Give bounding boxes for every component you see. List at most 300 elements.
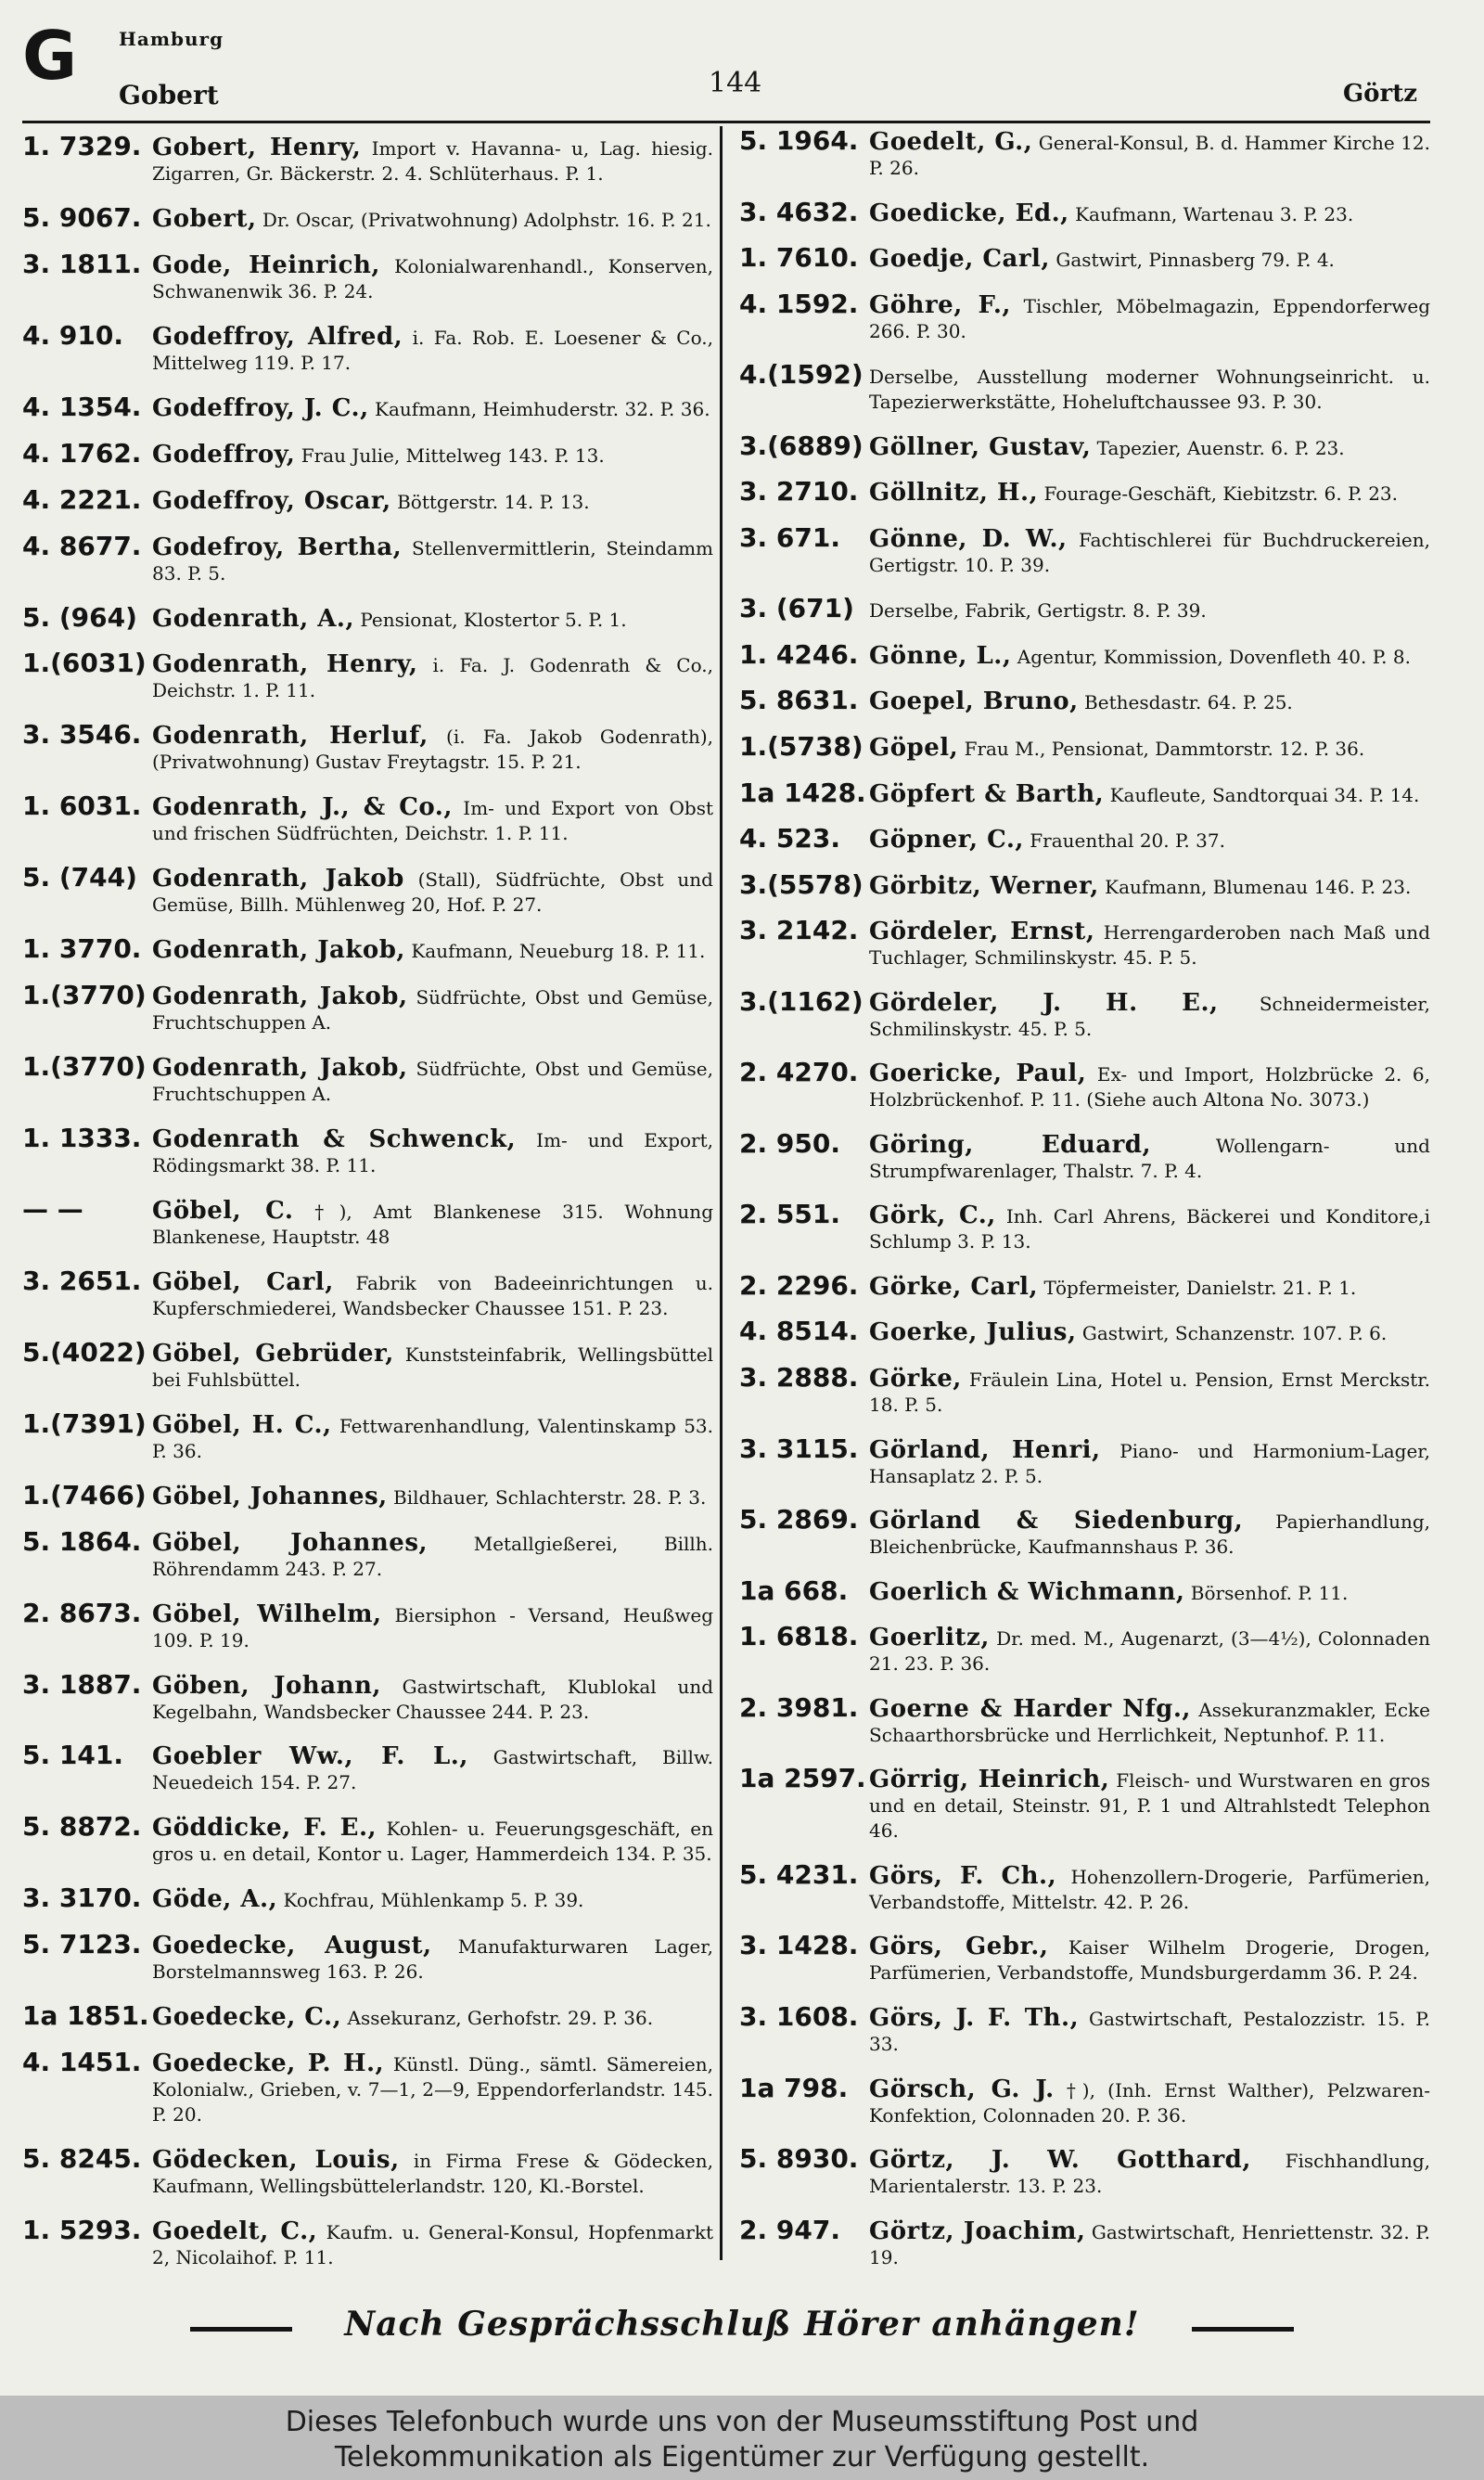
entry-body (152, 1056, 713, 1107)
entry-details: Wollengarn- und Strumpfwarenlager, Thalstr. 7. P. 4. (869, 1134, 1430, 1182)
subscriber-name: Godeffroy, (152, 440, 296, 469)
left-column (22, 122, 713, 2270)
entry-details: Tischler, Möbelmagazin, Eppendorferweg 266. P. 30. (869, 294, 1430, 342)
entry-details: Papierhandlung, Bleichenbrücke, Kaufmannshaus P. 36. (869, 1510, 1430, 1559)
entry-details: Gastwirtschaft, Pestalozzistr. 15. P. 33. (869, 2007, 1430, 2055)
subscriber-name: Goedecke, P. H., (152, 2050, 385, 2078)
entry-body (869, 779, 1430, 808)
listing-entry (739, 1362, 1431, 1418)
entry-body (152, 1602, 713, 1653)
entry-details: Ex- und Import, Holzbrücke 2. 6, Holzbrückenhof. P. 11. (Siehe auch Altona No. 3073.) (869, 1063, 1431, 1112)
phone-number: 5. (964) (22, 601, 137, 633)
phone-number: 3. 2710. (739, 476, 859, 508)
subscriber-name: Godenrath, J., & Co., (152, 793, 453, 822)
phone-number: 1a 1428. (739, 777, 866, 808)
phone-number: 1a 2597. (739, 1763, 866, 1794)
listing-entry (739, 1318, 1430, 1346)
listing-entry (22, 201, 713, 233)
listing-entry (22, 2000, 713, 2032)
phone-number: 4. 910. (22, 319, 123, 351)
phone-number: 2. 950. (739, 1127, 840, 1159)
listing-entry (739, 1930, 1431, 1985)
section-letter: G (22, 17, 78, 95)
subscriber-name: Görland, Henri, (869, 1435, 1101, 1464)
entry-details: Gastwirtschaft, Billw. Neuedeich 154. P. 27. (152, 1746, 714, 1794)
entry-details: Fleisch- und Wurstwaren en gros und en detail, Steinstr. 91, P. 1 und Altrahlstedt Telephon 46. (869, 1769, 1431, 1843)
subscriber-name: Göring, Eduard, (869, 1130, 1151, 1159)
listing-entry (22, 1882, 713, 1914)
subscriber-name: Godenrath, Herluf, (152, 722, 429, 751)
entry-body (152, 867, 713, 918)
listing-entry (739, 638, 1430, 670)
subscriber-name: Göbel, Wilhelm, (152, 1600, 382, 1628)
phone-number: 4. 1451. (22, 2047, 142, 2078)
entry-body (152, 135, 713, 186)
phone-number: — — (22, 1193, 83, 1225)
subscriber-name: Godenrath, Henry, (152, 650, 418, 679)
entry-details: Metallgießerei, Billh. Röhrendamm 243. P. 27. (152, 1532, 714, 1580)
phone-number: 5. 8872. (22, 1811, 142, 1843)
entry-body (152, 938, 713, 964)
subscriber-name: Godeffroy, J. C., (152, 393, 369, 422)
entry-body (869, 1320, 1430, 1346)
entry-details: Piano- und Harmonium-Lager, Hansaplatz 2. P. 5. (869, 1439, 1431, 1487)
phone-number: 5.(4022) (22, 1336, 147, 1368)
subscriber-name: Göddicke, F. E., (152, 1814, 377, 1843)
subscriber-name: Gönne, D. W., (869, 524, 1068, 553)
entry-details: Gastwirt, Pinnasberg 79. P. 4. (1055, 249, 1335, 272)
listing-entry (22, 131, 713, 186)
listing-entry (22, 391, 713, 422)
listing-entry (739, 125, 1430, 181)
phone-number: 1. 6031. (22, 790, 142, 822)
phone-number: 4. 8677. (22, 530, 142, 561)
listing-entry (22, 1525, 714, 1582)
phone-number: 2. 947. (739, 2214, 840, 2245)
listing-entry (739, 1269, 1430, 1301)
subscriber-name: Göde, A., (152, 1885, 278, 1914)
phone-number: 1a 668. (739, 1574, 849, 1606)
subscriber-name: Goedecke, C., (152, 2003, 342, 2032)
subscriber-name: Goerlitz, (869, 1624, 990, 1652)
subscriber-name: Goerne & Harder Nfg., (869, 1694, 1191, 1723)
phone-number: 1.(7466) (22, 1479, 147, 1510)
entry-body (869, 736, 1430, 762)
phone-number: 1.(7391) (22, 1407, 147, 1439)
phone-number: 2. 551. (739, 1199, 840, 1230)
entry-body (869, 641, 1430, 670)
entry-details: Pensionat, Klostertor 5. P. 1. (360, 608, 627, 631)
phone-number: 3. (671) (739, 593, 854, 624)
phone-number: 2. 3981. (739, 1691, 859, 1723)
subscriber-name: Goebler Ww., F. L., (152, 1742, 468, 1771)
entry-body (869, 2077, 1430, 2128)
phone-number: 2. 2296. (739, 1269, 859, 1301)
entry-body (869, 1577, 1430, 1606)
subscriber-name: Göllner, Gustav, (869, 432, 1092, 461)
entry-body (869, 1625, 1430, 1677)
subscriber-name: Gördeler, Ernst, (869, 918, 1095, 946)
entry-body (869, 1435, 1431, 1489)
phone-number: 5. 9067. (22, 201, 142, 233)
entry-body (152, 2051, 713, 2127)
listing-entry (739, 687, 1430, 715)
entry-details: Derselbe, Ausstellung moderner Wohnungseinricht. u. Tapezierwerkstätte, Hoheluftchaussee 93. P. 30. (869, 366, 1430, 414)
listing-entry (739, 2214, 1430, 2270)
page-header (22, 19, 1417, 111)
subscriber-name: Gobert, (152, 204, 257, 233)
listing-entry (22, 790, 713, 846)
phone-number: 4. 1592. (739, 288, 859, 319)
subscriber-name: Göbel, Carl, (152, 1267, 334, 1296)
subscriber-name: Göben, Johann, (152, 1671, 381, 1700)
subscriber-name: Göpner, C., (869, 826, 1024, 855)
listing-entry (22, 1929, 713, 1985)
listing-entry (739, 868, 1430, 900)
phone-number: 1.(3770) (22, 1051, 147, 1083)
phone-number: 3. 3115. (739, 1433, 859, 1464)
entry-details: Inh. Carl Ahrens, Bäckerei und Konditore,i Schlump 3. P. 13. (869, 1205, 1431, 1253)
entry-body (869, 919, 1430, 970)
listing-entry (739, 823, 1430, 855)
subscriber-name: Gobert, Henry, (152, 134, 362, 161)
header-city: Hamburg (119, 28, 224, 50)
subscriber-name: Goedecke, August, (152, 1932, 432, 1960)
entry-body (869, 432, 1430, 461)
listing-entry (22, 1125, 713, 1178)
listing-entry (22, 1811, 714, 1867)
page-number: 144 (709, 67, 762, 99)
entry-details: Fettwarenhandlung, Valentinskamp 53. P. 36. (152, 1414, 714, 1462)
subscriber-name: Godeffroy, Alfred, (152, 322, 403, 351)
entry-body (152, 1671, 714, 1725)
entry-details: Stellenvermittlerin, Steindamm 83. P. 5. (152, 536, 713, 585)
listing-entry (22, 1479, 713, 1510)
entry-details: Derselbe, Fabrik, Gertigstr. 8. P. 39. (869, 599, 1207, 623)
listing-entry (739, 359, 1430, 415)
entry-details: Kaufmann, Heimhuderstr. 32. P. 36. (375, 397, 710, 420)
entry-details: Fachtischlerei für Buchdruckereien, Gertigstr. 10. P. 39. (869, 528, 1430, 576)
listing-entry (739, 196, 1430, 227)
entry-body (152, 2005, 713, 2031)
phone-number: 1a 1851. (22, 2000, 149, 2032)
subscriber-name: Goericke, Paul, (869, 1060, 1087, 1088)
phone-number: 5. 8245. (22, 2143, 142, 2175)
entry-details: General-Konsul, B. d. Hammer Kirche 12. P. 26. (869, 132, 1430, 179)
listing-entry (739, 1057, 1431, 1112)
entry-body (152, 604, 713, 633)
entry-body (869, 2003, 1430, 2057)
listing-entry (739, 2000, 1430, 2057)
listing-entry (739, 521, 1430, 578)
subscriber-name: Godenrath, Jakob (152, 865, 404, 893)
phone-number: 3. 4632. (739, 196, 859, 227)
phone-number: 3. 1811. (22, 248, 142, 279)
entry-body (869, 1203, 1430, 1254)
entry-body (869, 689, 1430, 715)
entry-details: Frau M., Pensionat, Dammtorstr. 12. P. 36. (964, 738, 1365, 761)
subscriber-name: Goedje, Carl, (869, 245, 1050, 274)
subscriber-name: Görk, C., (869, 1201, 996, 1230)
entry-details: Assekuranzmakler, Ecke Schaarthorsbrücke und Herrlichkeit, Neptunhof. P. 11. (869, 1698, 1431, 1746)
phone-number: 3. 3170. (22, 1882, 142, 1914)
entry-body (152, 652, 713, 703)
subscriber-name: Goerlich & Wichmann, (869, 1577, 1185, 1606)
entry-body (152, 795, 713, 846)
phone-number: 3. 1608. (739, 2000, 859, 2032)
phone-number: 3. 2888. (739, 1362, 859, 1394)
phone-number: 4. 8514. (739, 1316, 859, 1347)
entry-body (869, 130, 1430, 181)
listing-entry (22, 1051, 714, 1107)
entry-details: Böttgerstr. 14. P. 13. (397, 490, 590, 513)
entry-details: Gastwirt, Schanzenstr. 107. P. 6. (1081, 1322, 1388, 1345)
phone-number: 2. 8673. (22, 1597, 142, 1628)
listing-entry (739, 430, 1430, 461)
phone-number: 3. 1428. (739, 1930, 859, 1961)
listing-entry (22, 601, 713, 633)
phone-number: 5. 141. (22, 1740, 123, 1771)
phone-number: 1. 3770. (22, 933, 142, 965)
entry-body (152, 724, 713, 775)
listing-entry (739, 2072, 1431, 2128)
subscriber-name: Godenrath, Jakob, (152, 983, 408, 1011)
listing-entry (22, 2217, 713, 2270)
entry-body (869, 2219, 1430, 2270)
phone-number: 3.(1162) (739, 985, 864, 1017)
entry-details: Kolonialwarenhandl., Konserven, Schwanenwik 36. P. 24. (152, 254, 713, 302)
subscriber-name: Görs, J. F. Th., (869, 2003, 1080, 2032)
footer-notice: Nach Gesprächsschluß Hörer anhängen! (344, 2305, 1140, 2344)
listing-entry (739, 1763, 1431, 1844)
subscriber-name: Göbel, Gebrüder, (152, 1339, 394, 1368)
phone-number: 4.(1592) (739, 359, 864, 391)
entry-details: Bethesdastr. 64. P. 25. (1084, 691, 1293, 714)
listing-entry (22, 1265, 713, 1321)
subscriber-name: Göpel, (869, 734, 959, 763)
entry-details: †), (Inh. Ernst Walther), Pelzwaren- Konfektion, Colonnaden 20. P. 36. (869, 2078, 1431, 2127)
phone-number: 5. 1964. (739, 125, 859, 156)
entry-body (152, 1127, 713, 1178)
entry-details: Töpfermeister, Danielstr. 21. P. 1. (1043, 1276, 1357, 1299)
entry-details: Assekuranz, Gerhofstr. 29. P. 36. (347, 2007, 654, 2030)
listing-entry (739, 1691, 1431, 1748)
subscriber-name: Görbitz, Werner, (869, 871, 1099, 900)
listing-entry (22, 1193, 713, 1250)
subscriber-name: Görrig, Heinrich, (869, 1766, 1110, 1794)
listing-entry (739, 777, 1430, 808)
subscriber-name: Godenrath, A., (152, 604, 355, 633)
phone-number: 4. 1354. (22, 391, 142, 422)
entry-details: Frau Julie, Mittelweg 143. P. 13. (301, 443, 605, 467)
subscriber-name: Görs, Gebr., (869, 1933, 1049, 1961)
entry-body (152, 1484, 713, 1510)
subscriber-name: Godefroy, Bertha, (152, 533, 403, 561)
listing-entry (22, 319, 714, 376)
phone-number: 1a 798. (739, 2072, 849, 2103)
entry-details: Südfrüchte, Obst und Gemüse, Fruchtschuppen A. (152, 1058, 714, 1106)
phone-number: 5. 2869. (739, 1504, 859, 1536)
entry-body (869, 1061, 1430, 1112)
entry-details: i. Fa. J. Godenrath & Co., Deichstr. 1. P. 11. (152, 654, 713, 702)
footer-rule-right (1192, 2327, 1294, 2332)
subscriber-name: Göhre, F., (869, 290, 1011, 319)
entry-body (152, 1934, 713, 1985)
phone-number: 1. 5293. (22, 2215, 142, 2245)
entry-details: Kaufm. u. General-Konsul, Hopfenmarkt 2, Nicolaihof. P. 11. (152, 2221, 713, 2268)
entry-details: Hohenzollern-Drogerie, Parfümerien, Verbandstoffe, Mittelstr. 42. P. 26. (869, 1865, 1430, 1913)
entry-body (152, 1816, 713, 1867)
entry-details: Fräulein Lina, Hotel u. Pension, Ernst Merckstr. 18. P. 5. (869, 1368, 1431, 1417)
entry-details: Bildhauer, Schlachterstr. 28. P. 3. (393, 1485, 707, 1509)
listing-entry (739, 915, 1430, 970)
entry-body (869, 598, 1430, 623)
entry-body (152, 486, 713, 515)
entry-body (152, 440, 713, 469)
entry-body (152, 322, 714, 376)
entry-body (152, 2148, 713, 2199)
entry-body (869, 1509, 1430, 1560)
phone-number: 3. 1887. (22, 1668, 142, 1700)
entry-body (152, 1528, 714, 1582)
phone-number: 3. 2142. (739, 915, 859, 946)
listing-entry (22, 530, 713, 586)
entry-details: Schneidermeister, Schmilinskystr. 45. P. 5. (869, 992, 1431, 1040)
listing-entry (739, 1504, 1430, 1560)
entry-body (869, 201, 1430, 227)
entry-details: Manufakturwaren Lager, Borstelmannsweg 163. P. 26. (152, 1935, 713, 1984)
phone-number: 5. 8930. (739, 2143, 859, 2175)
subscriber-name: Gördeler, J. H. E., (869, 988, 1219, 1017)
subscriber-name: Gode, Heinrich, (152, 251, 380, 279)
subscriber-name: Godeffroy, Oscar, (152, 486, 391, 515)
subscriber-name: Görsch, G. J. (869, 2075, 1055, 2103)
phone-number: 1. 7329. (22, 131, 142, 161)
entry-details: Künstl. Düng., sämtl. Sämereien, Kolonialw., Grieben, v. 7—1, 2—9, Eppendorferlandstr. 145. P. 20. (152, 2053, 713, 2127)
entry-details: Biersiphon - Versand, Heußweg 109. P. 19. (152, 1603, 714, 1651)
subscriber-name: Görtz, J. W. Gotthard, (869, 2146, 1251, 2175)
right-column (739, 122, 1430, 2270)
subscriber-name: Goepel, Bruno, (869, 687, 1079, 716)
entry-details: Herrengarderoben nach Maß und Tuchlager, Schmilinskystr. 45. P. 5. (869, 921, 1430, 970)
phone-number: 3. 671. (739, 521, 840, 553)
entry-body (869, 1861, 1430, 1915)
listing-entry (22, 980, 714, 1035)
listing-entry (22, 1336, 714, 1393)
credit-line-1: Dieses Telefonbuch wurde uns von der Museumsstiftung Post und (285, 2406, 1199, 2438)
listing-entry (22, 1668, 714, 1725)
listing-entry (22, 2047, 713, 2127)
phone-number: 1. 6818. (739, 1621, 859, 1652)
listing-entry (739, 242, 1430, 274)
subscriber-name: Göllnitz, H., (869, 479, 1039, 508)
entry-details: (i. Fa. Jakob Godenrath), (Privatwohnung) Gustav Freytagstr. 15. P. 21. (152, 726, 713, 774)
credit-banner (0, 2396, 1484, 2480)
listing-entry (739, 476, 1430, 508)
phone-number: 1. 7610. (739, 242, 859, 274)
header-first-name: Gobert (119, 80, 219, 110)
entry-details: in Firma Frese & Gödecken, Kaufmann, Wellingsbüttelerlandstr. 120, Kl.-Borstel. (152, 2150, 713, 2198)
subscriber-name: Goedelt, G., (869, 128, 1033, 156)
phone-number: 1. 1333. (22, 1123, 142, 1153)
entry-body (869, 828, 1430, 854)
subscriber-name: Görke, Carl, (869, 1272, 1039, 1301)
column-divider (720, 126, 723, 2260)
entry-details: Kochfrau, Mühlenkamp 5. P. 39. (283, 1889, 584, 1912)
subscriber-name: Godenrath, Jakob, (152, 1054, 408, 1083)
entry-details: Kaufmann, Blumenau 146. P. 23. (1105, 875, 1412, 898)
entry-body (152, 2219, 713, 2270)
entry-body (152, 253, 713, 304)
entry-body (152, 1887, 713, 1913)
entry-body (869, 1367, 1430, 1418)
entry-body (869, 1694, 1431, 1748)
subscriber-name: Göbel, H. C., (152, 1410, 332, 1439)
entry-body (152, 1267, 713, 1321)
phone-number: 5. 7123. (22, 1929, 142, 1960)
listing-entry (22, 437, 713, 469)
phone-number: 3.(5578) (739, 868, 864, 900)
entry-body (152, 984, 713, 1035)
entry-details: Dr. med. M., Augenarzt, (3—4½), Colonnaden 21. 23. P. 36. (869, 1627, 1430, 1676)
entry-details: Dr. Oscar, (Privatwohnung) Adolphstr. 16. P. 21. (262, 208, 711, 231)
listing-entry (22, 719, 713, 775)
entry-details: Kohlen- u. Feuerungsgeschäft, en gros u. en detail, Kontor u. Lager, Hammerdeich 134. P. 35. (152, 1818, 714, 1866)
entry-body (869, 1272, 1430, 1301)
entry-body (152, 393, 713, 422)
entry-details: Kaufleute, Sandtorquai 34. P. 14. (1109, 783, 1420, 806)
entry-details: (Stall), Südfrüchte, Obst und Gemüse, Billh. Mühlenweg 20, Hof. P. 27. (152, 868, 713, 917)
entry-body (869, 1934, 1430, 1985)
phone-number: 1. 4246. (739, 638, 859, 670)
entry-details: Kaufmann, Neueburg 18. P. 11. (411, 940, 706, 963)
phone-number: 5. 1864. (22, 1525, 142, 1557)
entry-details: i. Fa. Rob. E. Loesener & Co., Mittelweg 119. P. 17. (152, 326, 714, 374)
entry-details: Import v. Havanna- u, Lag. hiesig. Zigarren, Gr. Bäckerstr. 2. 4. Schlüterhaus. P. 1. (152, 137, 713, 185)
subscriber-name: Godenrath & Schwenck, (152, 1125, 517, 1153)
entry-body (869, 2148, 1430, 2199)
phone-number: 5. 8631. (739, 685, 859, 716)
listing-entry (739, 288, 1430, 344)
listing-entry (22, 933, 713, 965)
listing-entry (22, 862, 713, 918)
entry-details: Tapezier, Auenstr. 6. P. 23. (1096, 436, 1345, 459)
entry-body (869, 481, 1430, 507)
listing-entry (22, 248, 713, 304)
entry-details: Im- und Export von Obst und frischen Südfrüchten, Deichstr. 1. P. 11. (152, 797, 713, 845)
subscriber-name: Gönne, L., (869, 641, 1012, 670)
phone-number: 3. 3546. (22, 719, 142, 751)
listing-entry (22, 650, 713, 703)
subscriber-name: Goerke, Julius, (869, 1318, 1077, 1347)
credit-line-2: Telekommunikation als Eigentümer zur Verfügung gestellt. (334, 2441, 1150, 2474)
phone-number: 2. 4270. (739, 1057, 859, 1088)
entry-body (152, 204, 713, 233)
entry-body (152, 1339, 714, 1393)
phone-number: 1.(5738) (739, 731, 864, 763)
listing-entry (22, 1407, 714, 1464)
entry-body (152, 1196, 713, 1250)
entry-body (152, 1410, 714, 1464)
entry-details: Frauenthal 20. P. 37. (1030, 829, 1225, 853)
entry-details: Gastwirtschaft, Henriettenstr. 32. P. 19. (869, 2220, 1430, 2268)
entry-details: Agentur, Kommission, Dovenfleth 40. P. 8. (1017, 645, 1411, 668)
phone-number: 4. 523. (739, 823, 840, 855)
entry-body (869, 1130, 1430, 1184)
entry-body (869, 1767, 1430, 1844)
phone-number: 1.(6031) (22, 648, 147, 679)
subscriber-name: Göbel, Johannes, (152, 1482, 388, 1510)
